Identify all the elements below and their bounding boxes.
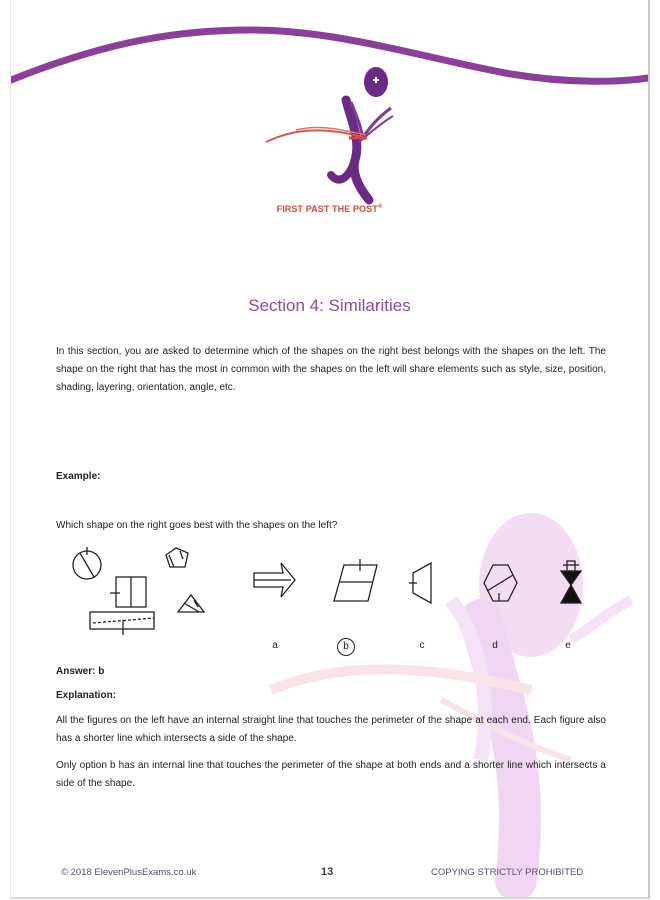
explanation-paragraph-1: All the figures on the left have an internal straight line that touches the perimeter of the shape at each end. Each figure also has a shorter line which intersects a side of the shape.	[56, 715, 606, 744]
option-c-trapezoid-icon	[409, 563, 431, 603]
document-page	[10, 0, 650, 899]
running-figure-logo-icon	[251, 60, 411, 205]
pentagon-with-line-icon	[166, 548, 188, 567]
brand-name: FIRST PAST THE POST®	[276, 204, 383, 214]
explanation-paragraph-2: Only option b has an internal line that touches the perimeter of the shape at both ends and a shorter line which intersects a side of the shape.	[56, 760, 606, 789]
example-question: Which shape on the right goes best with the shapes on the left?	[56, 520, 338, 531]
option-a-outline-arrow-icon	[254, 563, 295, 597]
section-title: Section 4: Similarities	[248, 296, 411, 315]
left-shapes-group	[66, 545, 211, 635]
explanation-heading: Explanation:	[56, 690, 117, 701]
rectangle-with-divider-icon	[110, 577, 146, 607]
example-heading: Example:	[56, 471, 101, 482]
option-b-parallelogram-icon	[334, 559, 377, 601]
circle-with-chord-icon	[73, 547, 101, 579]
footer-notice: COPYING STRICTLY PROHIBITED	[431, 867, 584, 878]
rectangle-with-dashed-line-icon	[90, 612, 154, 635]
option-e-label[interactable]: e	[565, 640, 571, 651]
option-d-hexagon-icon	[484, 565, 517, 601]
triangle-with-line-icon	[178, 595, 204, 612]
option-a-label[interactable]: a	[272, 640, 278, 651]
option-e-hourglass-icon	[561, 561, 581, 603]
option-d-label[interactable]: d	[492, 640, 498, 651]
footer-page-number: 13	[321, 866, 334, 878]
option-shapes-group	[251, 555, 611, 615]
answer-text: Answer: b	[56, 666, 105, 677]
option-b-label-selected[interactable]: b	[337, 638, 355, 656]
option-c-label[interactable]: c	[419, 640, 425, 651]
section-intro: In this section, you are asked to determine which of the shapes on the right best belongs with the shapes on the left. The shape on the right that has the most in common with the shapes on the left will share elements such as style, size, position, shading, layering, orientation, angle, etc.	[56, 346, 606, 393]
footer-copyright: © 2018 ElevenPlusExams.co.uk	[61, 867, 197, 878]
